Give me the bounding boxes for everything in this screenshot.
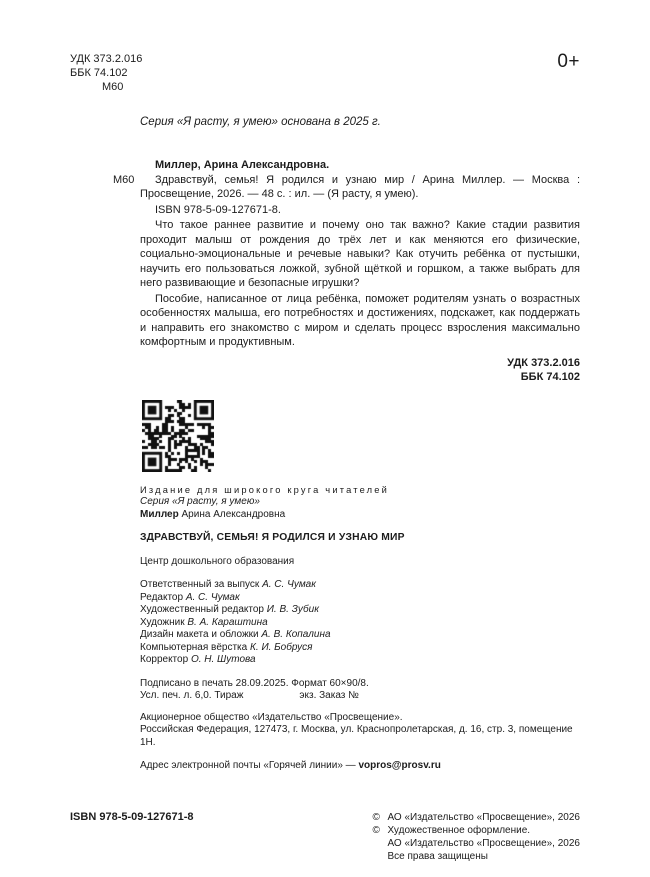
classification-block xyxy=(70,52,142,94)
audience-line: Издание для широкого круга читателей xyxy=(140,484,390,495)
staff-line xyxy=(140,629,580,642)
copyright-symbol xyxy=(372,837,387,850)
catalog-card xyxy=(113,158,580,384)
bibliographic-description: Здравствуй, семья! Я родился и узнаю мир / Арина Миллер. — Москва : Просвещение, 2026. — 48 с. : ил. — (Я расту, я умею). xyxy=(140,173,580,200)
series-line: Серия «Я расту, я умею» xyxy=(140,496,260,507)
staff-role: Дизайн макета и обложки xyxy=(140,629,259,640)
copyright-block xyxy=(372,811,580,863)
staff-role: Ответственный за выпуск xyxy=(140,579,260,590)
bbk-number: ББК 74.102 xyxy=(70,67,128,79)
qr-code-icon xyxy=(142,400,214,472)
staff-name: А. С. Чумак xyxy=(262,579,316,590)
staff-name: А. С. Чумак xyxy=(185,591,240,603)
author-sign-code: М60 xyxy=(102,81,124,93)
annotation-paragraph-2: Пособие, написанное от лица ребёнка, поможет родителям узнать о возрастных особенностях малыша, его потребностях и достижениях, подскажет, как поддержать и направить его знакомство с миром и сделать процесс взросления максимально комфортным и продуктивным. xyxy=(140,292,580,348)
series-founded-note: Серия «Я расту, я умею» основана в 2025 г. xyxy=(140,116,381,128)
book-title: ЗДРАВСТВУЙ, СЕМЬЯ! Я РОДИЛСЯ И УЗНАЮ МИР xyxy=(140,532,405,543)
copyright-symbol: © xyxy=(372,811,380,823)
publisher-name: Акционерное общество «Издательство «Просвещение». xyxy=(140,711,403,723)
copyright-text: Все права защищены xyxy=(387,850,488,862)
age-rating-badge: 0+ xyxy=(557,51,580,72)
copyright-line xyxy=(372,837,580,850)
staff-line xyxy=(140,642,580,655)
publisher-info xyxy=(140,712,580,750)
staff-line xyxy=(140,592,580,605)
annotation-paragraph-1: Что такое раннее развитие и почему оно так важно? Какие стадии развития проходит малыш от рождения до трёх лет и как меняются его физические, социально-эмоциональные и речевые навыки? Как отучить ребёнка от пустышки, научить его пользоваться ложкой, зубной щёткой и горшком, а также выбрать для него развивающие и безопасные игрушки? xyxy=(140,219,580,289)
isbn-bottom: ISBN 978-5-09-127671-8 xyxy=(70,810,194,823)
hotline-email: vopros@prosv.ru xyxy=(358,760,441,771)
copyright-text: АО «Издательство «Просвещение», 2026 xyxy=(387,837,580,849)
copyright-text: АО «Издательство «Просвещение», 2026 xyxy=(387,811,580,823)
author-surname: Миллер xyxy=(140,508,179,520)
print-info xyxy=(140,678,580,703)
imprint-block xyxy=(140,484,580,773)
qr-code-wrap xyxy=(142,400,580,472)
catalog-isbn: ISBN 978-5-09-127671-8. xyxy=(155,203,281,216)
staff-role: Корректор xyxy=(140,654,189,665)
print-run-right: экз. Заказ № xyxy=(299,690,359,701)
staff-role: Редактор xyxy=(140,591,184,603)
bbk-number-right: ББК 74.102 xyxy=(520,370,580,383)
top-row xyxy=(70,52,580,94)
print-date-line: Подписано в печать 28.09.2025. Формат 60×90/8. xyxy=(140,677,369,689)
hotline-email-line xyxy=(140,760,580,773)
staff-name: А. В. Копалина xyxy=(261,629,331,640)
staff-name: И. В. Зубик xyxy=(266,604,319,615)
staff-line xyxy=(140,654,580,667)
hotline-email-label: Адрес электронной почты «Горячей линии» — xyxy=(140,760,359,771)
copyright-line xyxy=(372,811,580,824)
staff-name: К. И. Бобруся xyxy=(250,641,313,653)
author-given-names: Арина Александровна xyxy=(181,508,286,520)
staff-credits xyxy=(140,579,580,667)
staff-role: Художник xyxy=(140,616,185,628)
publisher-address: Российская Федерация, 127473, г. Москва, ул. Краснопролетарская, д. 16, стр. 3, помещение 1Н. xyxy=(140,724,573,748)
staff-role: Компьютерная вёрстка xyxy=(140,641,248,653)
udk-number-right: УДК 373.2.016 xyxy=(507,356,580,369)
print-run-line xyxy=(140,690,580,703)
catalog-margin-code: М60 xyxy=(113,174,135,186)
classification-right-block xyxy=(140,356,580,384)
staff-line xyxy=(140,604,580,617)
staff-line xyxy=(140,617,580,630)
print-run-left: Усл. печ. л. 6,0. Тираж xyxy=(140,690,244,701)
udk-number: УДК 373.2.016 xyxy=(70,53,143,65)
catalog-author: Миллер, Арина Александровна. xyxy=(155,159,330,171)
author-line xyxy=(140,509,580,522)
copyright-text: Художественное оформление. xyxy=(387,824,531,836)
bottom-row xyxy=(70,811,580,863)
copyright-line xyxy=(372,850,580,863)
copyright-symbol: © xyxy=(372,824,380,836)
copyright-symbol xyxy=(372,850,387,863)
staff-role: Художественный редактор xyxy=(140,604,264,615)
publishing-department: Центр дошкольного образования xyxy=(140,555,295,567)
staff-line xyxy=(140,579,580,592)
copyright-line xyxy=(372,824,580,837)
staff-name: В. А. Караштина xyxy=(187,616,268,628)
staff-name: О. Н. Шутова xyxy=(190,654,256,665)
